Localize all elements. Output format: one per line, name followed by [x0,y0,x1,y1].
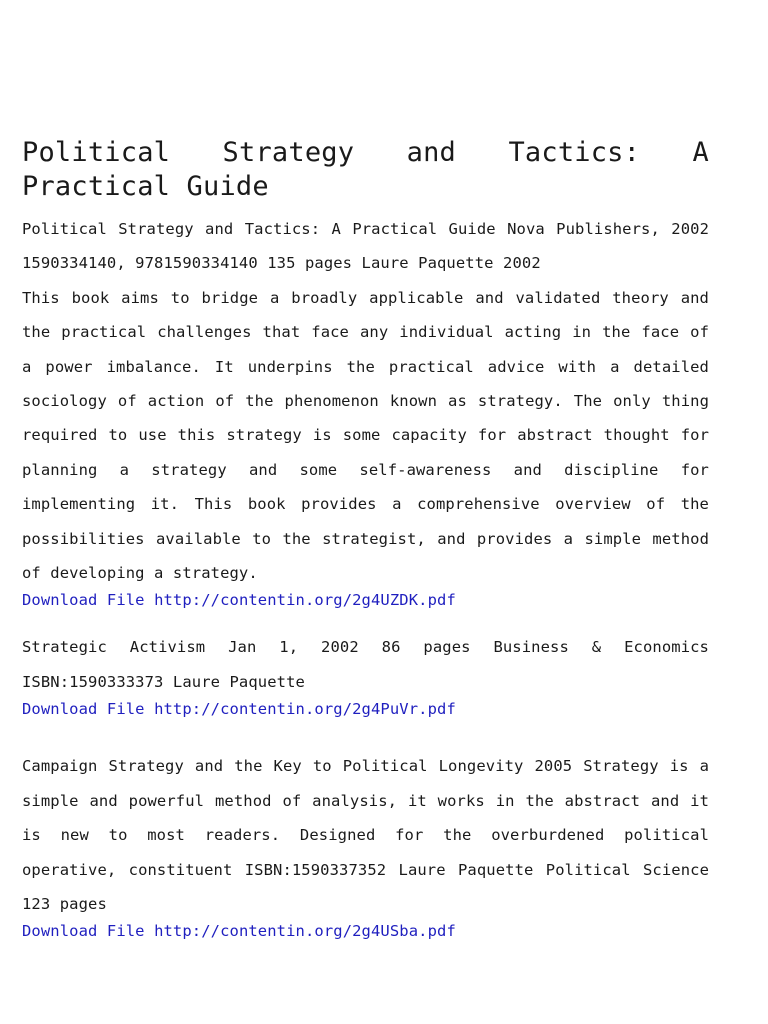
book2-download-link[interactable] [22,699,709,719]
document-page [22,136,709,941]
book1-download-link[interactable] [22,590,709,610]
book2-download-label[interactable]: Download File [22,700,145,719]
book2-meta: Strategic Activism Jan 1, 2002 86 pages Business & Economics ISBN:1590333373 Laure Paquette [22,638,709,691]
page-title: Political Strategy and Tactics: A Practical Guide [22,137,709,202]
book2-download-url[interactable]: http://contentin.org/2g4PuVr.pdf [154,700,456,719]
book3-description: Campaign Strategy and the Key to Political Longevity 2005 Strategy is a simple and powerful method of analysis, it works in the abstract and it is new to most readers. Designed for the overburdened political operative, constituent ISBN:1590337352 Laure Paquette Political Science 123 pages [22,757,709,913]
spacer [22,719,709,749]
book1-download-label[interactable]: Download File [22,591,145,610]
book1-description: This book aims to bridge a broadly applicable and validated theory and the practical challenges that face any individual acting in the face of a power imbalance. It underpins the practical advice with a detailed sociology of action of the phenomenon known as strategy. The only thing required to use this strategy is some capacity for abstract thought for planning a strategy and some self-awareness and discipline for implementing it. This book provides a comprehensive overview of the possibilities available to the strategist, and provides a simple method of developing a strategy. [22,288,709,583]
book3-download-label[interactable]: Download File [22,922,145,941]
book1-download-url[interactable]: http://contentin.org/2g4UZDK.pdf [154,591,456,610]
book1-meta: Political Strategy and Tactics: A Practical Guide Nova Publishers, 2002 1590334140, 9781590334140 135 pages Laure Paquette 2002 [22,220,709,273]
book3-download-link[interactable] [22,921,709,941]
book3-download-url[interactable]: http://contentin.org/2g4USba.pdf [154,922,456,941]
spacer [22,610,709,630]
